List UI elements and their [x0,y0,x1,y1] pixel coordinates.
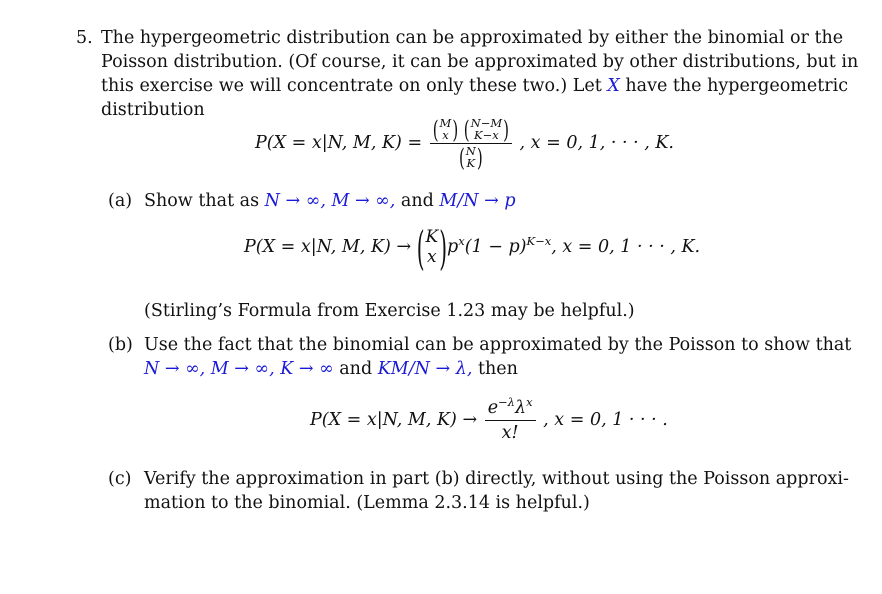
poisson-num-e: e [487,398,499,418]
problem-line-1: The hypergeometric distribution can be approximated by either the binomial or the [101,28,844,48]
part-b-eq-lhs: P(X = x|N, M, K) → [310,410,478,430]
part-a-note: (Stirling’s Formula from Exercise 1.23 may be helpful.) [144,301,635,321]
variable-x: X [607,76,620,96]
poisson-num-exp-2: x [526,395,533,409]
poisson-fraction [485,395,536,443]
binom-n-k-bottom: K [466,155,476,170]
problem-line-3-post: have the hypergeometric [625,76,849,96]
binom-n-k: ( N K ) [458,143,483,172]
binom-nm-kx-top: N−M [470,116,503,130]
part-b-label: (b) [108,335,133,355]
part-a-equation [244,219,701,276]
part-a-statement [144,190,516,212]
problem-number: 5. [76,28,93,48]
part-c-line-1: Verify the approximation in part (b) directly, without using the Poisson approxi- [144,469,849,489]
part-a-eq-lhs: P(X = x|N, M, K) → [244,237,412,258]
binom-k-x-bottom: x [427,246,437,267]
part-c-line-2: mation to the binomial. (Lemma 2.3.14 is helpful.) [144,493,590,513]
part-a-eq-mid: (1 − p) [464,237,527,258]
part-b-text-then: then [477,359,518,379]
binom-m-x: ( M x ) [432,115,459,144]
binom-n-k-top: N [465,144,476,158]
problem-line-2: Poisson distribution. (Of course, it can be approximated by other distributions, but in [101,52,859,72]
poisson-num-exp: −λ [498,395,515,409]
main-eq-fraction [430,115,512,172]
part-a-eq-p: p [447,237,459,258]
binom-k-x: ( K x ) [416,219,448,276]
part-a-eq-exp-2: K−x [526,234,552,249]
part-b-equation [310,395,668,443]
binom-nm-kx-bottom: K−x [474,127,499,142]
binom-m-x-top: M [439,116,452,130]
part-b-line-2 [144,358,518,380]
poisson-den: x! [501,423,519,443]
part-b-condition-2: KM/N → λ, [377,359,473,379]
part-c-label: (c) [108,469,132,489]
binom-k-x-top: K [425,227,439,247]
poisson-num-lambda: λ [514,398,527,418]
part-b-eq-rhs: , x = 0, 1 · · · . [543,410,668,430]
part-a-eq-exp-1: x [458,234,465,249]
part-a-condition-1: N → ∞, M → ∞, [264,191,396,211]
part-a-label: (a) [108,191,133,211]
part-a-condition-2: M/N → p [439,191,516,211]
part-a-eq-rhs: , x = 0, 1 · · · , K. [551,237,701,258]
part-a-text-pre: Show that as [144,191,260,211]
part-b-text-and: and [339,359,373,379]
problem-line-4: distribution [101,100,205,120]
part-a-text-and: and [400,191,434,211]
main-eq-lhs: P(X = x|N, M, K) = [255,133,423,153]
problem-line-3 [101,75,848,97]
main-eq-rhs: , x = 0, 1, · · · , K. [519,133,674,153]
binom-nm-kx: ( N−M K−x ) [463,115,509,144]
part-b-line-1: Use the fact that the binomial can be approximated by the Poisson to show that [144,335,852,355]
problem-line-3-pre: this exercise we will concentrate on only these two.) Let [101,76,602,96]
part-b-condition: N → ∞, M → ∞, K → ∞ [144,359,334,379]
binom-m-x-bottom: x [442,127,449,142]
hypergeometric-equation [255,115,674,172]
